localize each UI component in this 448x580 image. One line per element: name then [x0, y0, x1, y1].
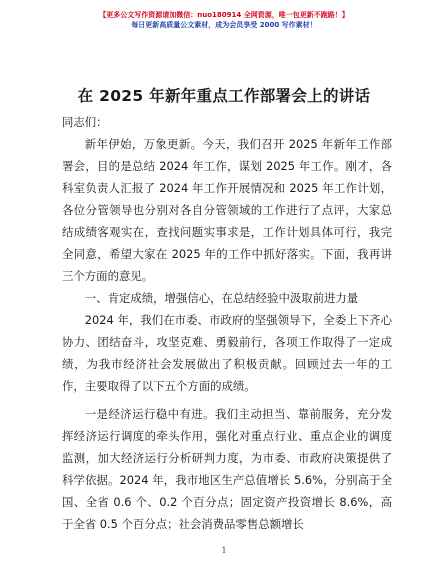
document-title: 在 2025 年新年重点工作部署会上的讲话	[77, 87, 371, 105]
paragraph-review: 2024 年，我们在市委、市政府的坚强领导下，全委上下齐心协力、团结奋斗，攻坚克难、勇毅前行，各项工作取得了一定成绩，为我市经济社会发展做出了积极贡献。回顾过去一年的工作，主要取得了以下五个方面的成绩。	[62, 313, 392, 393]
promo-banner	[0, 10, 448, 30]
promo-banner-line-1: 【更多公文写作资源请加微信：nuo180914 全网资源，唯一包更新不跑路！】	[99, 11, 349, 19]
promo-banner-line-2: 每日更新高质量公文素材，成为会员享受 2000 写作素材！	[131, 21, 317, 29]
document-body	[62, 111, 392, 535]
salutation: 同志们：	[62, 115, 108, 129]
page-number: 1	[221, 546, 227, 555]
section-heading: 一、肯定成绩，增强信心，在总结经验中汲取前进力量	[84, 291, 359, 305]
paragraph-economy: 一是经济运行稳中有进。我们主动担当、靠前服务，充分发挥经济运行调度的牵头作用，强化对重点行业、重点企业的调度监测，加大经济运行分析研判力度，为市委、市政府决策提供了科学依据。2024 年，我市地区生产总值增长 5.6%，分别高于全国、全省 0.6 个、0.2 个百分点；固定资产投资增长 8.6%，高于全省 0.5 个百分点；社会消费品零售总额增长	[62, 407, 392, 531]
paragraph-intro: 新年伊始，万象更新。今天，我们召开 2025 年新年工作部署会，目的是总结 2024 年工作，谋划 2025 年工作。刚才，各科室负责人汇报了 2024 年工作开展情况和 2025 年工作计划，各位分管领导也分别对各自分管领域的工作进行了点评，大家总结成绩客观实在，查找问题实事求是，工作计划具体可行，我完全同意，希望大家在 2025 年的工作中抓好落实。下面，我再讲三个方面的意见。	[62, 137, 392, 283]
